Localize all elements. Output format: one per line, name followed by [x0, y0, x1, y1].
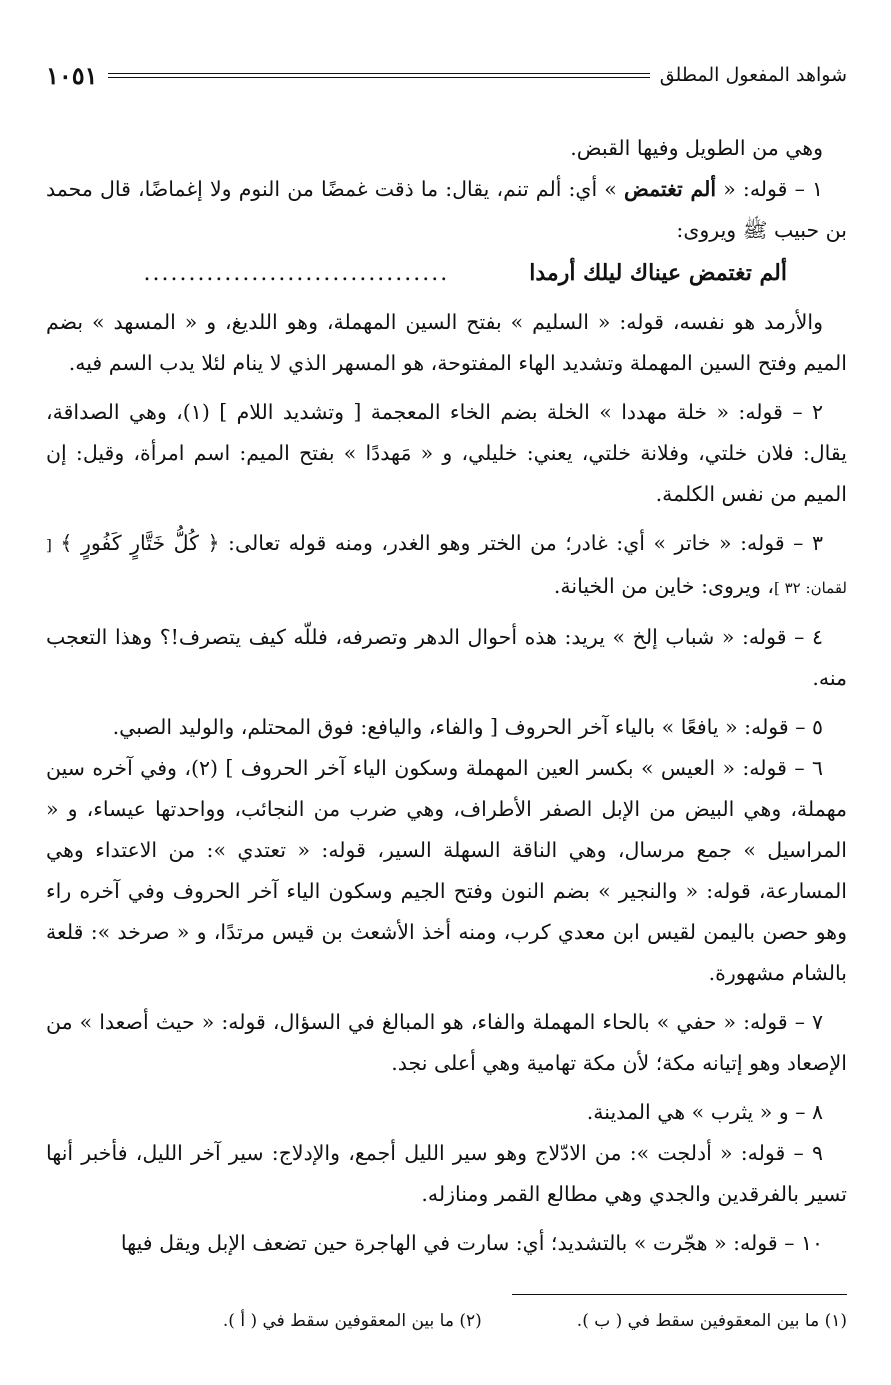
verse-hemistich: ألم تغتمض عيناك ليلك أرمدا	[529, 260, 787, 286]
paragraph-note-6: ٦ – قوله: « العيس » بكسر العين المهملة وسكون الياء آخر الحروف ] (٢)، وفي آخره سين مهملة، وهي البيض من الإبل الصفر الأطراف، وهي ضرب من النجائب، وواحدتها عيساء، و « المراسيل » جمع مرسال، وهي الناقة السهلة السير، قوله: « تعتدي »: من الاعتداء وهي المسارعة، قوله: « والنجير » بضم النون وفتح الجيم وسكون الياء آخر الحروف وفي آخره راء وهو حصن باليمن لقيس ابن معدي كرب، ومنه أخذ الأشعث بن قيس مرتدًا، و « صرخد »: قلعة بالشام مشهورة.	[46, 756, 847, 985]
paragraph-note-10: ١٠ – قوله: « هجّرت » بالتشديد؛ أي: سارت في الهاجرة حين تضعف الإبل ويقل فيها	[120, 1231, 823, 1255]
page-body	[46, 128, 847, 1264]
quran-reference: [ لقمان: ٣٢ ]	[46, 536, 847, 597]
note-1-prefix: ١ – قوله: «	[716, 177, 823, 201]
note-1-text: » أي: ألم تنم، يقال: ما ذقت غمضًا من النوم ولا إغماضًا، قال محمد بن حبيب ﷺ ويروى:	[46, 177, 847, 242]
paragraph-note-9: ٩ – قوله: « أدلجت »: من الادّلاج وهو سير الليل أجمع، والإدلاج: سير آخر الليل، فأخبر أنها تسير بالفرقدين والجدي وهي مطالع القمر ومنازله.	[46, 1141, 847, 1206]
footnote-1: (١) ما بين المعقوفين سقط في ( ب ).	[576, 1311, 847, 1331]
note-1-keyword: ألم تغتمض	[624, 177, 717, 201]
paragraph-note-4: ٤ – قوله: « شباب إلخ » يريد: هذه أحوال الدهر وتصرفه، فللّه كيف يتصرف!؟ وهذا التعجب منه.	[46, 625, 847, 690]
footnote-rule	[512, 1294, 847, 1295]
paragraph-note-2: ٢ – قوله: « خلة مهددا » الخلة بضم الخاء المعجمة [ وتشديد اللام ] (١)، وهي الصداقة، يقال: فلان خلتي، وفلانة خلتي، يعني: خليلي، و « مَهددًا » بفتح الميم: اسم امرأة، وقيل: إن الميم من نفس الكلمة.	[46, 400, 847, 506]
paragraph-note-1	[46, 169, 847, 251]
paragraph-note-8: ٨ – و « يثرب » هي المدينة.	[586, 1100, 823, 1124]
note-3-variant: ، ويروى: خاين من الخيانة.	[553, 574, 774, 598]
page-number: ١٠٥١	[46, 60, 98, 90]
footnote-row	[46, 1311, 847, 1331]
note-3-text: ٣ – قوله: « خاتر » أي: غادر؛ من الختر وهو الغدر، ومنه قوله تعالى: ﴿ كُلُّ خَتَّارٍ كَفُورٍ ﴾	[60, 531, 823, 555]
verse-dots: ..................................	[143, 261, 450, 286]
footnotes	[46, 1294, 847, 1331]
poetry-verse	[46, 251, 787, 296]
header-rule	[108, 73, 650, 78]
paragraph-explanation: والأرمد هو نفسه، قوله: « السليم » بفتح السين المهملة، وهو اللديغ، و « المسهد » بضم الميم وفتح السين المهملة وتشديد الهاء المفتوحة، هو المسهر الذي لا ينام لئلا يدب السم فيه.	[46, 310, 847, 375]
paragraph-intro: وهي من الطويل وفيها القبض.	[570, 136, 823, 160]
running-title: شواهد المفعول المطلق	[659, 64, 847, 86]
paragraph-note-5: ٥ – قوله: « يافعًا » بالياء آخر الحروف [ والفاء، واليافع: فوق المحتلم، والوليد الصبي.	[112, 715, 823, 739]
page-header	[46, 58, 847, 92]
paragraph-note-7: ٧ – قوله: « حفي » بالحاء المهملة والفاء، هو المبالغ في السؤال، قوله: « حيث أصعدا » من الإصعاد وهو إتيانه مكة؛ لأن مكة تهامية وهي أعلى نجد.	[46, 1010, 847, 1075]
paragraph-note-3	[46, 523, 847, 609]
footnote-2: (٢) ما بين المعقوفين سقط في ( أ ).	[222, 1311, 482, 1331]
